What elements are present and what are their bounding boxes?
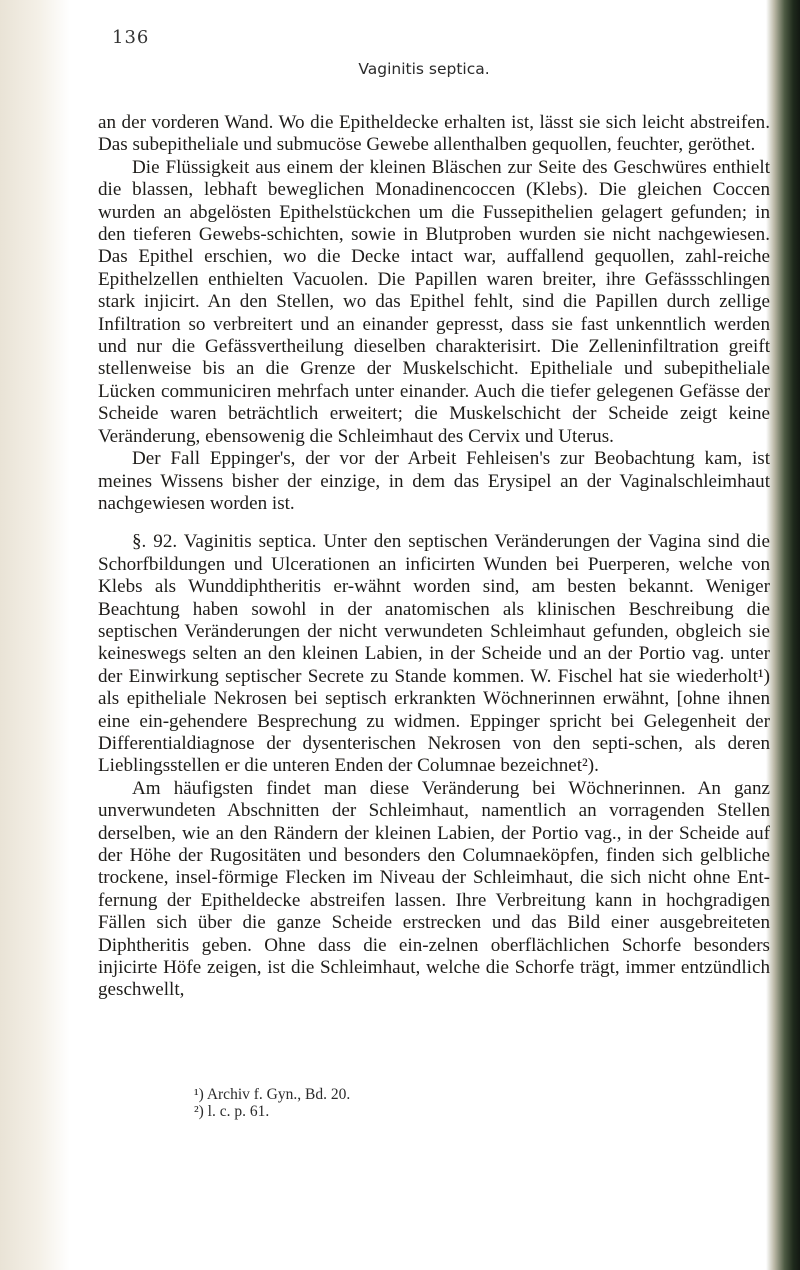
book-binding-edge [766, 0, 800, 1270]
body-text [98, 112, 770, 1002]
book-page [84, 0, 770, 1270]
paragraph-eppinger-case: Der Fall Eppinger's, der vor der Arbeit Fehleisen's zur Beobachtung kam, ist meines Wissens bisher der einzige, in dem das Erysipel an der Vaginalschleimhaut nachgewiesen worden ist. [98, 448, 770, 514]
footnotes [194, 1086, 594, 1120]
paragraph-findings: Die Flüssigkeit aus einem der kleinen Bläschen zur Seite des Geschwüres enthielt die blassen, lebhaft beweglichen Monadinencoccen (Klebs). Die gleichen Coccen wurden an abgelösten Epithelstückchen um die Fussepithelien gelagert gefunden; in den tieferen Gewebs-schichten, sowie in Blutproben wurden sie nicht nachgewiesen. Das Epithel erschien, wo die Decke intact war, auffallend gequollen, zahl-reiche Epithelzellen enthielten Vacuolen. Die Papillen waren breiter, ihre Gefässschlingen stark injicirt. An den Stellen, wo das Epithel fehlt, sind die Papillen durch zellige Infiltration so verbreitert und an einander gepresst, dass sie fast unkenntlich werden und nur die Gefässvertheilung dieselben charakterisirt. Die Zelleninfiltration greift stellenweise bis an die Grenze der Muskelschicht. Epitheliale und subepitheliale Lücken communiciren mehrfach unter einander. Auch die tiefer gelegenen Gefässe der Scheide waren beträchtlich erweitert; die Muskelschicht der Scheide zeigt keine Veränderung, ebensowenig die Schleimhaut des Cervix und Uterus. [98, 156, 770, 447]
running-title: Vaginitis septica. [358, 60, 490, 78]
paragraph-continuation: an der vorderen Wand. Wo die Epitheldecke erhalten ist, lässt sie sich leicht abstreifen. Das subepitheliale und submucöse Gewebe allenthalben gequollen, feuchter, geröthet. [98, 112, 770, 156]
footnote-2: ²) l. c. p. 61. [194, 1103, 270, 1120]
paragraph-section-92: §. 92. Vaginitis septica. Unter den septischen Veränderungen der Vagina sind die Schorfbildungen und Ulcerationen an inficirten Wunden bei Puerperen, welche von Klebs als Wunddiphtheritis er-wähnt worden sind, am besten bekannt. Weniger Beachtung haben sowohl in der anatomischen als klinischen Beschreibung die septischen Veränderungen der nicht verwundeten Schleimhaut gefunden, obgleich sie keineswegs selten an den kleinen Labien, in der Scheide und an der Portio vag. unter der Einwirkung septischer Secrete zu Stande kommen. W. Fischel hat sie wiederholt¹) als epitheliale Nekrosen bei septisch erkrankten Wöchnerinnen erwähnt, [ohne ihnen eine ein-gehendere Besprechung zu widmen. Eppinger spricht bei Gelegenheit der Differentialdiagnose der dysenterischen Nekrosen von den septi-schen, als deren Lieblingsstellen er die unteren Enden der Columnae bezeichnet²). [98, 531, 770, 777]
page-number: 136 [112, 27, 150, 48]
scan-gutter-left [0, 0, 70, 1270]
page-header [84, 0, 764, 110]
paragraph-puerperal-findings: Am häufigsten findet man diese Veränderung bei Wöchnerinnen. An ganz unverwundeten Abschnitten der Schleimhaut, namentlich an vorragenden Stellen derselben, wie an den Rändern der kleinen Labien, der Portio vag., in der Scheide auf der Höhe der Rugositäten und besonders den Columnaeköpfen, finden sich gelbliche trockene, insel-förmige Flecken im Niveau der Schleimhaut, die sich nicht ohne Ent-fernung der Epitheldecke abstreifen lassen. Ihre Verbreitung kann in hochgradigen Fällen sich über die ganze Scheide erstrecken und das Bild einer ausgebreiteten Diphtheritis geben. Ohne dass die ein-zelnen oberflächlichen Schorfe besonders injicirte Höfe zeigen, ist die Schleimhaut, welche die Schorfe trägt, immer entzündlich geschwellt, [98, 777, 770, 1001]
footnote-1: ¹) Archiv f. Gyn., Bd. 20. [194, 1086, 351, 1103]
